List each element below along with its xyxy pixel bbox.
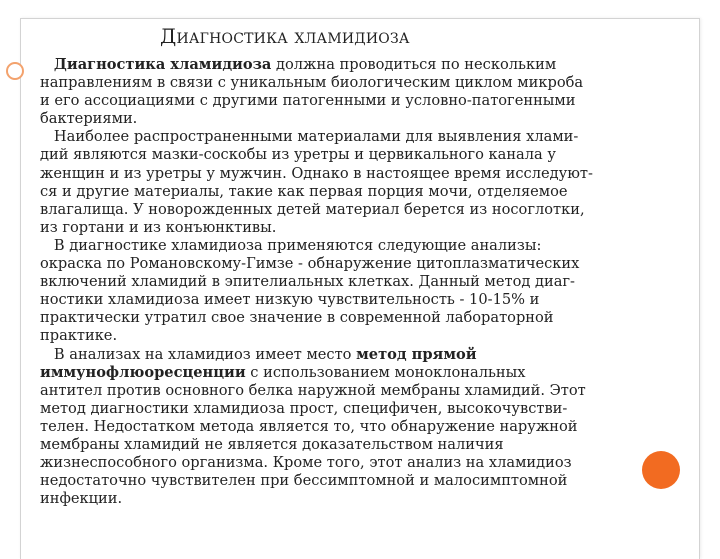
text-line	[40, 219, 652, 237]
text-span: ся и другие материалы, такие как первая порция мочи, отделяемое	[40, 182, 568, 200]
decorative-circle-icon	[6, 62, 24, 80]
text-span: метод диагностики хламидиоза прост, специфичен, высокочувстви-	[40, 399, 568, 417]
text-line	[40, 110, 652, 128]
text-span: бактериями.	[40, 110, 138, 128]
text-line	[40, 418, 652, 436]
text-span: должна проводиться по нескольким	[271, 56, 557, 73]
text-line	[40, 146, 652, 164]
text-line	[40, 291, 652, 309]
text-span: антител против основного белка наружной мембраны хламидий. Этот	[40, 381, 586, 399]
bold-phrase: иммунофлюоресценции	[40, 363, 246, 381]
text-span: направлениям в связи с уникальным биологическим циклом микроба	[40, 74, 584, 92]
text-line	[40, 400, 652, 418]
text-line	[40, 490, 652, 508]
text-line	[40, 237, 652, 255]
text-span: влагалища. У новорожденных детей материал берется из носоглотки,	[40, 200, 585, 218]
text-span: мембраны хламидий не является доказательством наличия	[40, 435, 504, 453]
text-line	[40, 364, 652, 382]
text-line	[40, 273, 652, 291]
text-span: Наиболее распространенными материалами для выявления хлами-	[40, 128, 579, 146]
text-span: окраска по Романовскому-Гимзе - обнаружение цитоплазматических	[40, 255, 580, 273]
text-span: В анализах на хламидиоз имеет место	[40, 345, 357, 363]
text-span: инфекции.	[40, 490, 123, 508]
text-span: включений хламидий в эпителиальных клетках. Данный метод диаг-	[40, 273, 575, 291]
text-line	[40, 436, 652, 454]
text-line	[40, 472, 652, 490]
bold-phrase: Диагностика хламидиоза	[53, 56, 272, 73]
text-span: с использованием моноклональных	[245, 363, 526, 381]
text-line	[40, 183, 652, 201]
page-title: Диагностика хламидиоза	[160, 24, 410, 48]
text-span: из гортани и из конъюнктивы.	[40, 218, 277, 236]
text-span: В диагностике хламидиоза применяются следующие анализы:	[40, 236, 542, 254]
text-line	[40, 255, 652, 273]
text-span: практически утратил свое значение в современной лабораторной	[40, 309, 554, 327]
text-span	[40, 56, 54, 73]
text-line	[40, 74, 652, 92]
text-line	[40, 454, 652, 472]
body-text	[40, 56, 652, 508]
text-line	[40, 346, 652, 364]
text-span: практике.	[40, 327, 118, 345]
text-span: жизнеспособного организма. Кроме того, этот анализ на хламидиоз	[40, 454, 572, 472]
text-span: женщин и из уретры у мужчин. Однако в настоящее время исследуют-	[40, 164, 593, 182]
text-line	[40, 309, 652, 327]
text-line	[40, 165, 652, 183]
text-span: и его ассоциациями с другими патогенными и условно-патогенными	[40, 92, 576, 110]
text-line	[40, 327, 652, 345]
text-line	[40, 56, 652, 74]
text-line	[40, 201, 652, 219]
text-line	[40, 382, 652, 400]
bold-phrase: метод прямой	[356, 345, 477, 363]
text-span: дий являются мазки-соскобы из уретры и цервикального канала у	[40, 146, 556, 164]
text-span: недостаточно чувствителен при бессимптомной и малосимптомной	[40, 472, 568, 490]
text-line	[40, 92, 652, 110]
text-span: телен. Недостатком метода является то, что обнаружение наружной	[40, 417, 578, 435]
text-span: ностики хламидиоза имеет низкую чувствительность - 10-15% и	[40, 291, 540, 309]
text-line	[40, 128, 652, 146]
